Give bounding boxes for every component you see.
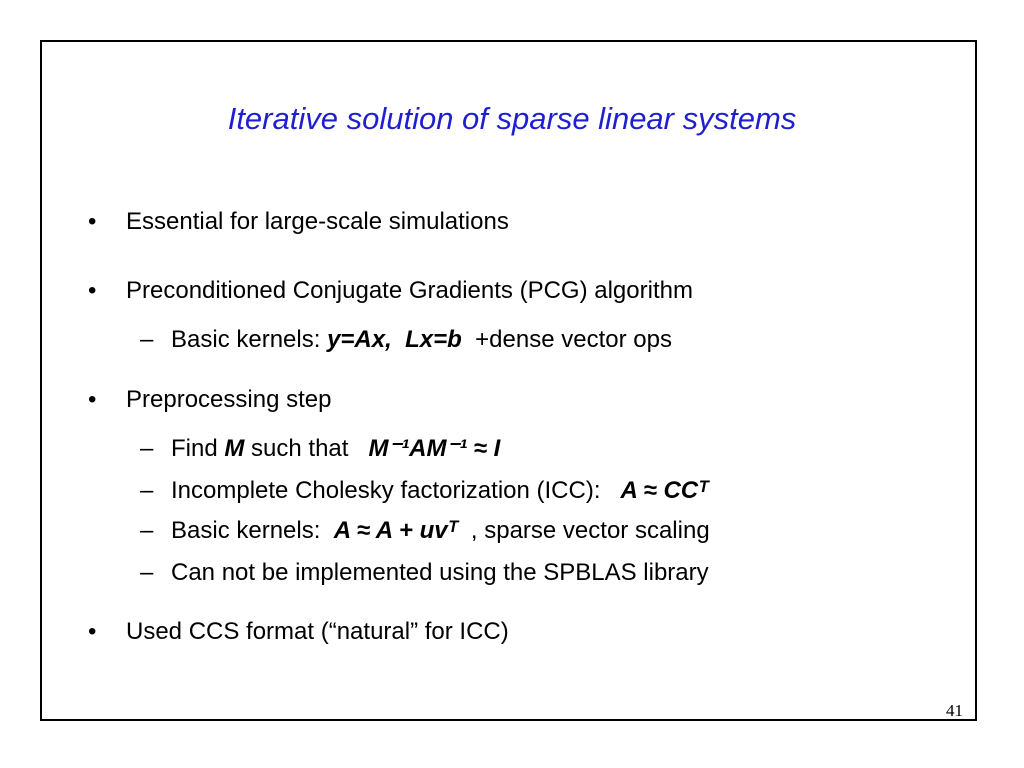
sub-bullet-icc [171, 479, 708, 503]
bullet-dot: • [88, 618, 97, 645]
sub-text: such that [251, 435, 349, 462]
math-formula: M⁻¹AM⁻¹ ≈ I [368, 435, 501, 462]
sub-suffix: , sparse vector scaling [470, 517, 710, 544]
sub-text: Incomplete Cholesky factorization (ICC): [171, 477, 601, 504]
sub-bullet-dash: – [140, 477, 154, 504]
sub-bullet-dash: – [140, 559, 154, 586]
math-m: M [224, 435, 245, 462]
bullet-dot: • [88, 386, 97, 413]
sub-bullet-spblas: Can not be implemented using the SPBLAS library [171, 559, 709, 586]
bullet-dot: • [88, 277, 97, 304]
sub-bullet-basic-kernels-2 [171, 519, 710, 543]
math-lx-b: Lx=b [405, 326, 462, 353]
bullet-text: Preconditioned Conjugate Gradients (PCG) algorithm [126, 277, 693, 304]
bullet-text: Essential for large-scale simulations [126, 208, 509, 235]
sub-bullet-dash: – [140, 517, 154, 544]
sub-text: Basic kernels: [171, 326, 328, 353]
sub-bullet-dash: – [140, 326, 154, 353]
slide-title: Iterative solution of sparse linear systems [227, 101, 797, 136]
bullet-text: Preprocessing step [126, 386, 332, 413]
sub-text: Find [171, 435, 225, 462]
sub-suffix: +dense vector ops [475, 326, 672, 353]
sub-text: Basic kernels: [171, 517, 321, 544]
bullet-dot: • [88, 208, 97, 235]
sub-bullet-find-m [171, 437, 500, 461]
sub-bullet-basic-kernels [171, 328, 672, 352]
page-number: 41 [946, 701, 963, 720]
math-y-ax: y=Ax, [327, 326, 392, 353]
math-formula: A ≈ CCᵀ [620, 477, 709, 504]
math-formula: A ≈ A + uvᵀ [333, 517, 458, 544]
bullet-text: Used CCS format (“natural” for ICC) [126, 618, 509, 645]
sub-bullet-dash: – [140, 435, 154, 462]
